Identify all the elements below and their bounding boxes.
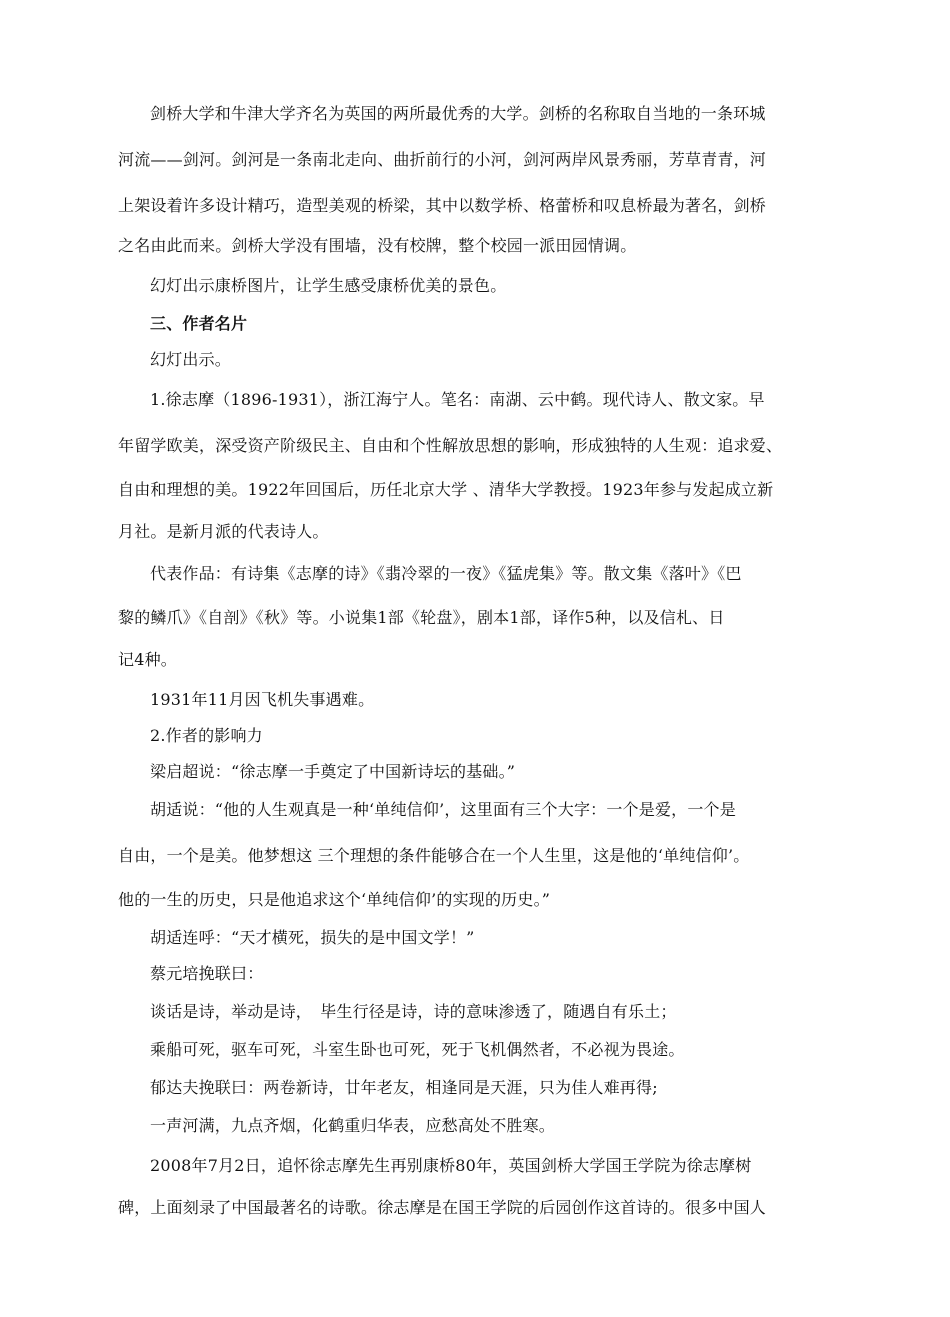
paragraph-line-20: 他的一生的历史，只是他追求这个‘单纯信仰’的实现的历史。” <box>118 890 551 909</box>
paragraph-line-27: 2008年7月2日，追怀徐志摩先生再别康桥80年，英国剑桥大学国王学院为徐志摩树 <box>150 1156 752 1175</box>
section-heading: 三、作者名片 <box>150 314 248 333</box>
paragraph-line-19: 自由，一个是美。他梦想这 三个理想的条件能够合在一个人生里，这是他的‘单纯信仰’。 <box>118 846 750 865</box>
paragraph-line-11: 月社。是新月派的代表诗人。 <box>118 522 329 541</box>
paragraph-line-26: 一声河满，九点齐烟，化鹤重归华表，应愁高处不胜寒。 <box>150 1116 556 1135</box>
paragraph-line-18: 胡适说：“他的人生观真是一种‘单纯信仰’，这里面有三个大字：一个是爱，一个是 <box>150 800 736 819</box>
paragraph-line-4: 之名由此而来。剑桥大学没有围墙，没有校牌，整个校园一派田园情调。 <box>118 236 637 255</box>
paragraph-line-13: 黎的鳞爪》《自剖》《秋》等。小说集1部《轮盘》，剧本1部，译作5种，以及信札、日 <box>118 608 725 627</box>
paragraph-line-24: 乘船可死，驱车可死，斗室生卧也可死，死于飞机偶然者，不必视为畏途。 <box>150 1040 685 1059</box>
paragraph-line-25: 郁达夫挽联曰：两卷新诗，廿年老友，相逢同是天涯，只为佳人难再得; <box>150 1078 658 1097</box>
paragraph-line-8: 1.徐志摩（1896-1931），浙江海宁人。笔名：南湖、云中鹤。现代诗人、散文家。早 <box>150 390 765 409</box>
paragraph-line-23: 谈话是诗，举动是诗， 毕生行径是诗，诗的意味渗透了，随遇自有乐土； <box>150 1002 677 1021</box>
paragraph-line-1: 剑桥大学和牛津大学齐名为英国的两所最优秀的大学。剑桥的名称取自当地的一条环城 <box>150 104 766 123</box>
paragraph-line-9: 年留学欧美，深受资产阶级民主、自由和个性解放思想的影响，形成独特的人生观：追求爱、 <box>118 436 783 455</box>
paragraph-line-21: 胡适连呼：“天才横死，损失的是中国文学！” <box>150 928 475 947</box>
paragraph-line-15: 1931年11月因飞机失事遇难。 <box>150 690 375 709</box>
paragraph-line-14: 记4种。 <box>118 650 177 669</box>
paragraph-line-5: 幻灯出示康桥图片，让学生感受康桥优美的景色。 <box>150 276 507 295</box>
paragraph-line-2: 河流——剑河。剑河是一条南北走向、曲折前行的小河，剑河两岸风景秀丽，芳草青青，河 <box>118 150 767 169</box>
paragraph-line-17: 梁启超说：“徐志摩一手奠定了中国新诗坛的基础。” <box>150 762 516 781</box>
paragraph-line-7: 幻灯出示。 <box>150 350 232 369</box>
paragraph-line-12: 代表作品：有诗集《志摩的诗》《翡冷翠的一夜》《猛虎集》等。散文集《落叶》《巴 <box>150 564 742 583</box>
paragraph-line-16: 2.作者的影响力 <box>150 726 263 745</box>
paragraph-line-10: 自由和理想的美。1922年回国后，历任北京大学 、清华大学教授。1923年参与发起成立新 <box>118 480 774 499</box>
paragraph-line-28: 碑，上面刻录了中国最著名的诗歌。徐志摩是在国王学院的后园创作这首诗的。很多中国人 <box>118 1198 767 1217</box>
paragraph-line-22: 蔡元培挽联曰： <box>150 964 264 983</box>
paragraph-line-3: 上架设着许多设计精巧，造型美观的桥梁，其中以数学桥、格蕾桥和叹息桥最为著名，剑桥 <box>118 196 767 215</box>
